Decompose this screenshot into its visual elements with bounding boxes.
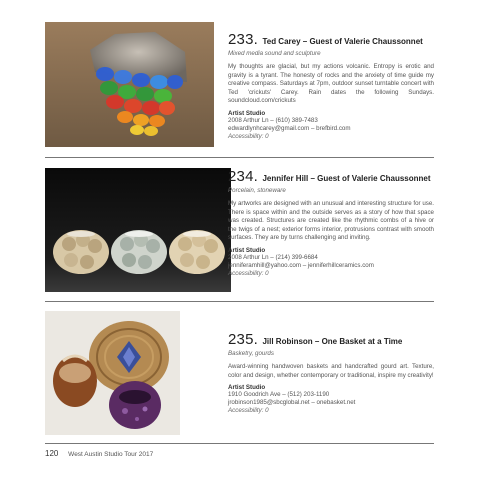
artist-description: My artworks are designed with an unusual and interesting structure for use. There is space within and the outside serves as a story of how that space was created. Structures are created like the rhythmic combs of a hive or the twigs of a nest; exterior forms interior, protrusions contrast with smooth surfaces. They are by turns challenging and inviting. <box>228 200 435 242</box>
artist-contact: jrobinson1985@sbcglobal.net – onebasket.net <box>228 399 356 407</box>
accessibility-rating: Accessibility: 0 <box>228 269 269 277</box>
artist-description: My thoughts are glacial, but my actions volcanic. Entropy is erotic and gravity is a tyrant. The honesty of rocks and the anxiety of time guide my creative compass. Saturdays at 7pm, outdoor sunset turntable concert with Ted 'crickuts' Carey. Rain dates the following Sundays. soundcloud.com/crickuts <box>228 63 434 105</box>
artist-description: Award-winning handwoven baskets and handcrafted gourd art. Texture, color and design, whether contemporary or traditional, inspire my creativity! <box>228 363 434 379</box>
artist-details <box>228 33 434 141</box>
studio-label: Artist Studio <box>228 246 266 254</box>
page-number: 120 <box>45 449 59 458</box>
entry-divider <box>45 157 434 158</box>
entry-divider <box>45 301 434 302</box>
artwork-photo-baskets-gourds <box>45 311 180 435</box>
artist-name: Jennifer Hill – Guest of Valerie Chaussonnet <box>262 174 431 183</box>
artist-name: Ted Carey – Guest of Valerie Chaussonnet <box>262 37 423 46</box>
artist-contact: edwardlynhcarey@gmail.com – brefbird.com <box>228 124 351 132</box>
page-footer <box>45 449 153 458</box>
entry-number: 235. <box>228 331 258 348</box>
studio-label: Artist Studio <box>228 109 266 117</box>
footer-divider <box>45 443 434 444</box>
entry-number: 233. <box>228 31 258 48</box>
studio-address: 2008 Arthur Ln – (610) 389-7483 <box>228 116 318 124</box>
publication-name: West Austin Studio Tour 2017 <box>68 451 154 458</box>
entry-number: 234. <box>228 168 258 185</box>
artist-details <box>228 333 434 415</box>
studio-address: 1910 Goodrich Ave – (512) 203-1190 <box>228 391 330 399</box>
accessibility-rating: Accessibility: 0 <box>228 132 269 140</box>
accessibility-rating: Accessibility: 0 <box>228 407 269 415</box>
artist-medium: Mixed media sound and sculpture <box>228 50 321 57</box>
artwork-photo-rock-sculpture <box>45 22 214 147</box>
artist-name: Jill Robinson – One Basket at a Time <box>262 337 403 346</box>
artist-medium: Basketry, gourds <box>228 350 274 357</box>
artist-details <box>228 170 434 278</box>
artwork-photo-porcelain-vessels <box>45 168 231 292</box>
studio-address: 2008 Arthur Ln – (214) 399-6684 <box>228 253 318 261</box>
artist-medium: Porcelain, stoneware <box>228 187 286 194</box>
studio-label: Artist Studio <box>228 384 266 392</box>
artist-contact: jenniferamhill@yahoo.com – jenniferhillceramics.com <box>228 261 374 269</box>
